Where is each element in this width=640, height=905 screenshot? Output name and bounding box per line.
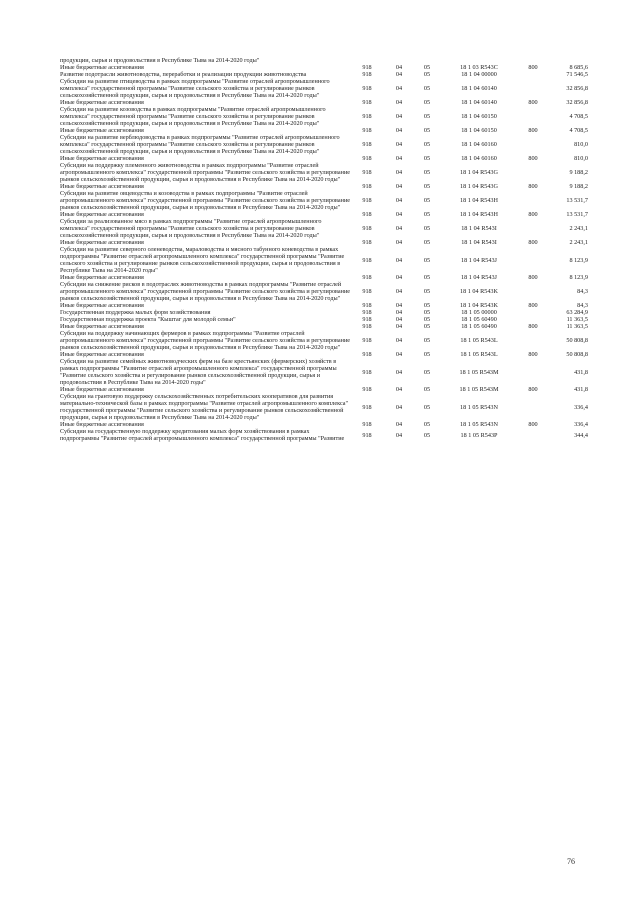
- row-sum: 84,3: [577, 302, 588, 309]
- row-sum: 13 531,7: [566, 211, 588, 218]
- row-pr: 05: [423, 386, 431, 393]
- row-rz: [384, 57, 414, 64]
- row-glava: 918: [362, 421, 372, 428]
- row-vr: [518, 246, 548, 274]
- row-name: Субсидии на поддержку начинающих фермеров в рамках подпрограммы "Развитие отраслей агропромышленного комплекса" государственной программы "Развитие сельского хозяйства и регулирование рынков сельскохозяйственной продукции, сырья и продовольствия в Республике Тыва на 2014-2020 годы": [60, 330, 351, 351]
- row-vr: 800: [528, 421, 538, 428]
- row-rz: 04: [395, 155, 403, 162]
- row-name: Субсидии на государственную поддержку кредитования малых форм хозяйствования в рамках подпрограммы "Развитие отраслей агропромышленного комплекса" государственной программы "Развитие: [60, 428, 345, 442]
- page-number: 76: [567, 857, 575, 866]
- row-vr: [518, 190, 548, 211]
- row-vr: [518, 162, 548, 183]
- row-vr: [518, 428, 548, 442]
- table-row: [60, 302, 588, 309]
- row-name: Субсидии за реализованное мясо в рамках подпрограммы "Развитие отраслей агропромышленного комплекса" государственной программы "Развитие сельского хозяйства и регулирование рынков сельскохозяйственной продукции, сырья и продовольствия в Республике Тыва на 2014-2020 годы": [60, 218, 322, 239]
- table-row: [60, 281, 588, 302]
- row-pr: 05: [423, 403, 431, 411]
- row-vr: 800: [528, 155, 538, 162]
- row-rz: 04: [395, 99, 403, 106]
- row-pr: 05: [423, 113, 431, 120]
- row-pr: 05: [423, 155, 431, 162]
- row-rz: 04: [395, 197, 403, 204]
- row-rz: 04: [395, 288, 403, 295]
- row-csr: 18 1 05 R543M: [459, 386, 499, 393]
- row-name: Субсидии на развитие семейных животноводческих ферм на базе крестьянских (фермерских) хозяйств в рамках подпрограммы "Развитие отраслей агропромышленного комплекса" государственной программы "Развитие сельского хозяйства и регулирование рынков сельскохозяйственной продукции, сырья и продовольствия в Республике Тыва на 2014-2020 годы": [60, 358, 337, 386]
- row-rz: 04: [395, 71, 403, 78]
- row-rz: 04: [395, 337, 403, 344]
- row-name: Субсидии на грантовую поддержку сельскохозяйственных потребительских кооперативов для развития материально-технической базы в рамках подпрограммы "Развитие отраслей агропромышленного комплекса" государственной программы "Развитие сельского хозяйства и регулирование рынков сельскохозяйственной продукции, сырья и продовольствия в Республике Тыва на 2014-2020 годы": [60, 393, 349, 421]
- row-sum: 32 856,8: [566, 85, 588, 92]
- row-name: Субсидии на развитие верблюдоводства в рамках подпрограммы "Развитие отраслей агропромышленного комплекса" государственной программы "Развитие сельского хозяйства и регулирование рынков сельскохозяйственной продукции, сырья и продовольствия в Республике Тыва на 2014-2020 годы": [60, 134, 340, 155]
- row-csr: 18 1 04 60150: [461, 113, 497, 120]
- row-vr: [518, 316, 548, 323]
- row-glava: 918: [362, 169, 372, 176]
- row-rz: 04: [395, 309, 403, 316]
- row-csr: 18 1 04 R543H: [460, 211, 498, 218]
- row-sum: 336,4: [574, 421, 588, 428]
- row-name: Иные бюджетные ассигнования: [60, 211, 144, 218]
- row-sum: 8 685,6: [569, 64, 588, 71]
- table-row: [60, 134, 588, 155]
- row-vr: 800: [528, 323, 538, 330]
- row-vr: 800: [528, 127, 538, 134]
- row-pr: 05: [423, 323, 431, 330]
- row-pr: 05: [423, 141, 431, 148]
- row-sum: 50 808,8: [566, 337, 588, 344]
- row-rz: 04: [395, 274, 403, 281]
- row-name: Иные бюджетные ассигнования: [60, 302, 144, 309]
- row-glava: 918: [362, 85, 372, 92]
- row-vr: [518, 358, 548, 386]
- row-csr: 18 1 04 R543K: [460, 288, 498, 295]
- row-pr: 05: [423, 309, 431, 316]
- row-name: Субсидии на развитие птицеводства в рамках подпрограммы "Развитие отраслей агропромышленного комплекса" государственной программы "Развитие сельского хозяйства и регулирование рынков сельскохозяйственной продукции, сырья и продовольствия в Республике Тыва на 2014-2020 годы": [60, 78, 330, 99]
- row-vr: [518, 330, 548, 351]
- table-row: [60, 64, 588, 71]
- table-row: [60, 421, 588, 428]
- row-vr: [518, 106, 548, 127]
- row-glava: 918: [362, 141, 372, 148]
- row-rz: 04: [395, 141, 403, 148]
- row-rz: 04: [395, 211, 403, 218]
- row-csr: 18 1 05 R543N: [460, 403, 498, 411]
- row-csr: 18 1 05 R543M: [459, 368, 499, 376]
- table-row: [60, 274, 588, 281]
- row-sum: 810,0: [574, 141, 588, 148]
- row-csr: 18 1 04 00000: [461, 71, 497, 78]
- row-pr: 05: [423, 368, 431, 376]
- table-row: [60, 358, 588, 386]
- row-sum: 431,8: [574, 386, 588, 393]
- row-glava: 918: [362, 127, 372, 134]
- row-sum: 71 546,5: [566, 71, 588, 78]
- row-glava: 918: [362, 71, 372, 78]
- row-rz: 04: [395, 256, 403, 264]
- row-name: Государственная поддержка малых форм хозяйствования: [60, 309, 211, 316]
- row-rz: 04: [395, 113, 403, 120]
- table-row: [60, 155, 588, 162]
- row-name: продукции, сырья и продовольствия в Республике Тыва на 2014-2020 годы": [60, 57, 260, 64]
- table-row: [60, 218, 588, 239]
- row-pr: 05: [423, 211, 431, 218]
- row-pr: 05: [423, 99, 431, 106]
- table-row: [60, 239, 588, 246]
- row-glava: 918: [362, 197, 372, 204]
- table-row: [60, 330, 588, 351]
- row-sum: 431,8: [574, 368, 588, 376]
- row-name: Иные бюджетные ассигнования: [60, 239, 144, 246]
- row-name: Государственная поддержка проекта "Кыштаг для молодой семьи": [60, 316, 236, 323]
- row-pr: 05: [423, 256, 431, 264]
- row-name: Иные бюджетные ассигнования: [60, 99, 144, 106]
- table-row: [60, 316, 588, 323]
- row-rz: 04: [395, 351, 403, 358]
- table-row: [60, 183, 588, 190]
- row-sum: 32 856,8: [566, 99, 588, 106]
- table-row: [60, 106, 588, 127]
- row-pr: 05: [423, 127, 431, 134]
- row-glava: 918: [362, 323, 372, 330]
- row-sum: 4 708,5: [569, 113, 588, 120]
- row-pr: 05: [423, 316, 431, 323]
- row-csr: 18 1 04 R543K: [460, 302, 498, 309]
- row-pr: 05: [423, 225, 431, 232]
- row-sum: 11 363,5: [566, 316, 588, 323]
- row-glava: 918: [362, 309, 372, 316]
- row-glava: 918: [362, 386, 372, 393]
- row-vr: [518, 57, 548, 64]
- row-vr: 800: [528, 211, 538, 218]
- row-rz: 04: [395, 316, 403, 323]
- row-sum: 9 188,2: [569, 183, 588, 190]
- row-sum: 50 808,8: [566, 351, 588, 358]
- table-row: [60, 246, 588, 274]
- row-csr: 18 1 05 R543P: [460, 431, 498, 439]
- row-sum: 8 123,9: [569, 256, 588, 264]
- row-csr: 18 1 04 R543J: [461, 256, 497, 264]
- row-rz: 04: [395, 403, 403, 411]
- row-name: Субсидии на поддержку племенного животноводства в рамках подпрограммы "Развитие отраслей агропромышленного комплекса" государственной программы "Развитие сельского хозяйства и регулирование рынков сельскохозяйственной продукции, сырья и продовольствия в Республике Тыва на 2014-2020 годы": [60, 162, 351, 183]
- row-glava: 918: [362, 256, 372, 264]
- row-glava: 918: [362, 183, 372, 190]
- row-glava: 918: [362, 337, 372, 344]
- table-row: [60, 190, 588, 211]
- row-sum: 63 284,9: [566, 309, 588, 316]
- row-pr: 05: [423, 183, 431, 190]
- table-row: [60, 428, 588, 442]
- row-name: Иные бюджетные ассигнования: [60, 155, 144, 162]
- row-vr: [518, 71, 548, 78]
- row-csr: 18 1 04 R543I: [461, 239, 497, 246]
- row-pr: 05: [423, 302, 431, 309]
- row-csr: 18 1 04 R543I: [461, 225, 497, 232]
- row-rz: 04: [395, 421, 403, 428]
- row-glava: 918: [362, 431, 372, 439]
- row-sum: 810,0: [574, 155, 588, 162]
- row-csr: 18 1 04 60140: [461, 99, 497, 106]
- row-name: Развитие подотрасли животноводства, переработки и реализации продукции животноводства: [60, 71, 307, 78]
- row-sum: 9 188,2: [569, 169, 588, 176]
- row-csr: 18 1 05 R543N: [460, 421, 498, 428]
- row-csr: 18 1 04 60150: [461, 127, 497, 134]
- row-sum: [548, 57, 588, 64]
- row-csr: 18 1 03 R543C: [460, 64, 498, 71]
- row-vr: 800: [528, 183, 538, 190]
- row-name: Субсидии на развитие овцеводства и козоводства в рамках подпрограммы "Развитие отраслей агропромышленного комплекса" государственной программы "Развитие сельского хозяйства и регулирование рынков сельскохозяйственной продукции, сырья и продовольствия в Республике Тыва на 2014-2020 годы": [60, 190, 351, 211]
- row-sum: 2 243,1: [569, 239, 588, 246]
- row-name: Субсидии на развитие козоводства в рамках подпрограммы "Развитие отраслей агропромышленного комплекса" государственной программы "Развитие сельского хозяйства и регулирование рынков сельскохозяйственной продукции, сырья и продовольствия в Республике Тыва на 2014-2020 годы": [60, 106, 326, 127]
- row-vr: [518, 218, 548, 239]
- row-pr: [414, 57, 440, 64]
- row-name: Иные бюджетные ассигнования: [60, 64, 144, 71]
- row-glava: 918: [362, 64, 372, 71]
- table-row: [60, 57, 588, 64]
- row-csr: 18 1 05 60490: [461, 323, 497, 330]
- row-csr: 18 1 04 R543J: [461, 274, 497, 281]
- table-row: [60, 211, 588, 218]
- row-name: Субсидии на снижение рисков в подотраслях животноводства в рамках подпрограммы "Развитие отраслей агропромышленного комплекса" государственной программы "Развитие сельского хозяйства и регулирование рынков сельскохозяйственной продукции, сырья и продовольствия в Республике Тыва на 2014-2020 годы": [60, 281, 351, 302]
- row-glava: 918: [362, 274, 372, 281]
- row-glava: 918: [362, 351, 372, 358]
- row-pr: 05: [423, 169, 431, 176]
- row-sum: 84,3: [577, 288, 588, 295]
- row-glava: 918: [362, 155, 372, 162]
- row-csr: 18 1 04 R543H: [460, 197, 498, 204]
- row-glava: 918: [362, 239, 372, 246]
- row-sum: 8 123,9: [569, 274, 588, 281]
- row-rz: 04: [395, 225, 403, 232]
- row-sum: 344,4: [574, 431, 588, 439]
- row-vr: [518, 78, 548, 99]
- row-rz: 04: [395, 64, 403, 71]
- row-glava: 918: [362, 403, 372, 411]
- row-csr: [440, 57, 518, 64]
- row-sum: 2 243,1: [569, 225, 588, 232]
- row-pr: 05: [423, 431, 431, 439]
- row-rz: 04: [395, 323, 403, 330]
- table-row: [60, 71, 588, 78]
- row-csr: 18 1 04 R543G: [460, 169, 498, 176]
- row-rz: 04: [395, 239, 403, 246]
- row-vr: 800: [528, 64, 538, 71]
- row-glava: 918: [362, 302, 372, 309]
- row-vr: [518, 393, 548, 421]
- row-sum: 336,4: [574, 403, 588, 411]
- row-pr: 05: [423, 288, 431, 295]
- row-pr: 05: [423, 85, 431, 92]
- row-pr: 05: [423, 239, 431, 246]
- row-vr: 800: [528, 302, 538, 309]
- row-sum: 11 363,5: [566, 323, 588, 330]
- row-sum: 13 531,7: [566, 197, 588, 204]
- table-body: [60, 57, 588, 442]
- row-rz: 04: [395, 169, 403, 176]
- row-csr: 18 1 05 00000: [461, 309, 497, 316]
- row-csr: 18 1 04 60160: [461, 155, 497, 162]
- row-name: Иные бюджетные ассигнования: [60, 274, 144, 281]
- row-glava: 918: [362, 316, 372, 323]
- row-rz: 04: [395, 127, 403, 134]
- row-name: Иные бюджетные ассигнования: [60, 421, 144, 428]
- table-row: [60, 99, 588, 106]
- table-row: [60, 386, 588, 393]
- table-row: [60, 323, 588, 330]
- row-glava: 918: [362, 99, 372, 106]
- row-glava: 918: [362, 288, 372, 295]
- row-pr: 05: [423, 64, 431, 71]
- row-pr: 05: [423, 337, 431, 344]
- row-glava: 918: [362, 368, 372, 376]
- row-vr: [518, 309, 548, 316]
- row-rz: 04: [395, 302, 403, 309]
- row-pr: 05: [423, 274, 431, 281]
- row-sum: 4 708,5: [569, 127, 588, 134]
- row-name: Субсидии на развитие северного оленеводства, мараловодства и мясного табунного коневодства в рамках подпрограммы "Развитие отраслей агропромышленного комплекса" государственной программы "Развитие сельского хозяйства и регулирование рынков сельскохозяйственной продукции, сырья и продовольствия в Республике Тыва на 2014-2020 годы": [60, 246, 345, 274]
- row-pr: 05: [423, 71, 431, 78]
- row-glava: [350, 57, 384, 64]
- table-row: [60, 309, 588, 316]
- row-glava: 918: [362, 225, 372, 232]
- row-vr: 800: [528, 99, 538, 106]
- table-row: [60, 162, 588, 183]
- row-glava: 918: [362, 113, 372, 120]
- row-vr: [518, 281, 548, 302]
- row-csr: 18 1 05 R543L: [460, 351, 498, 358]
- table-row: [60, 78, 588, 99]
- row-rz: 04: [395, 183, 403, 190]
- row-rz: 04: [395, 431, 403, 439]
- table-row: [60, 127, 588, 134]
- row-name: Иные бюджетные ассигнования: [60, 351, 144, 358]
- row-name: Иные бюджетные ассигнования: [60, 386, 144, 393]
- row-rz: 04: [395, 386, 403, 393]
- row-name: Иные бюджетные ассигнования: [60, 183, 144, 190]
- row-name: Иные бюджетные ассигнования: [60, 323, 144, 330]
- budget-table: [60, 57, 588, 442]
- row-vr: [518, 134, 548, 155]
- row-vr: 800: [528, 239, 538, 246]
- row-vr: 800: [528, 274, 538, 281]
- row-rz: 04: [395, 85, 403, 92]
- row-csr: 18 1 04 60140: [461, 85, 497, 92]
- table-row: [60, 351, 588, 358]
- row-glava: 918: [362, 211, 372, 218]
- row-csr: 18 1 05 60490: [461, 316, 497, 323]
- row-csr: 18 1 05 R543L: [460, 337, 498, 344]
- row-vr: 800: [528, 351, 538, 358]
- row-vr: 800: [528, 386, 538, 393]
- row-csr: 18 1 04 R543G: [460, 183, 498, 190]
- table-row: [60, 393, 588, 421]
- row-csr: 18 1 04 60160: [461, 141, 497, 148]
- row-rz: 04: [395, 368, 403, 376]
- row-pr: 05: [423, 421, 431, 428]
- row-pr: 05: [423, 351, 431, 358]
- row-name: Иные бюджетные ассигнования: [60, 127, 144, 134]
- row-pr: 05: [423, 197, 431, 204]
